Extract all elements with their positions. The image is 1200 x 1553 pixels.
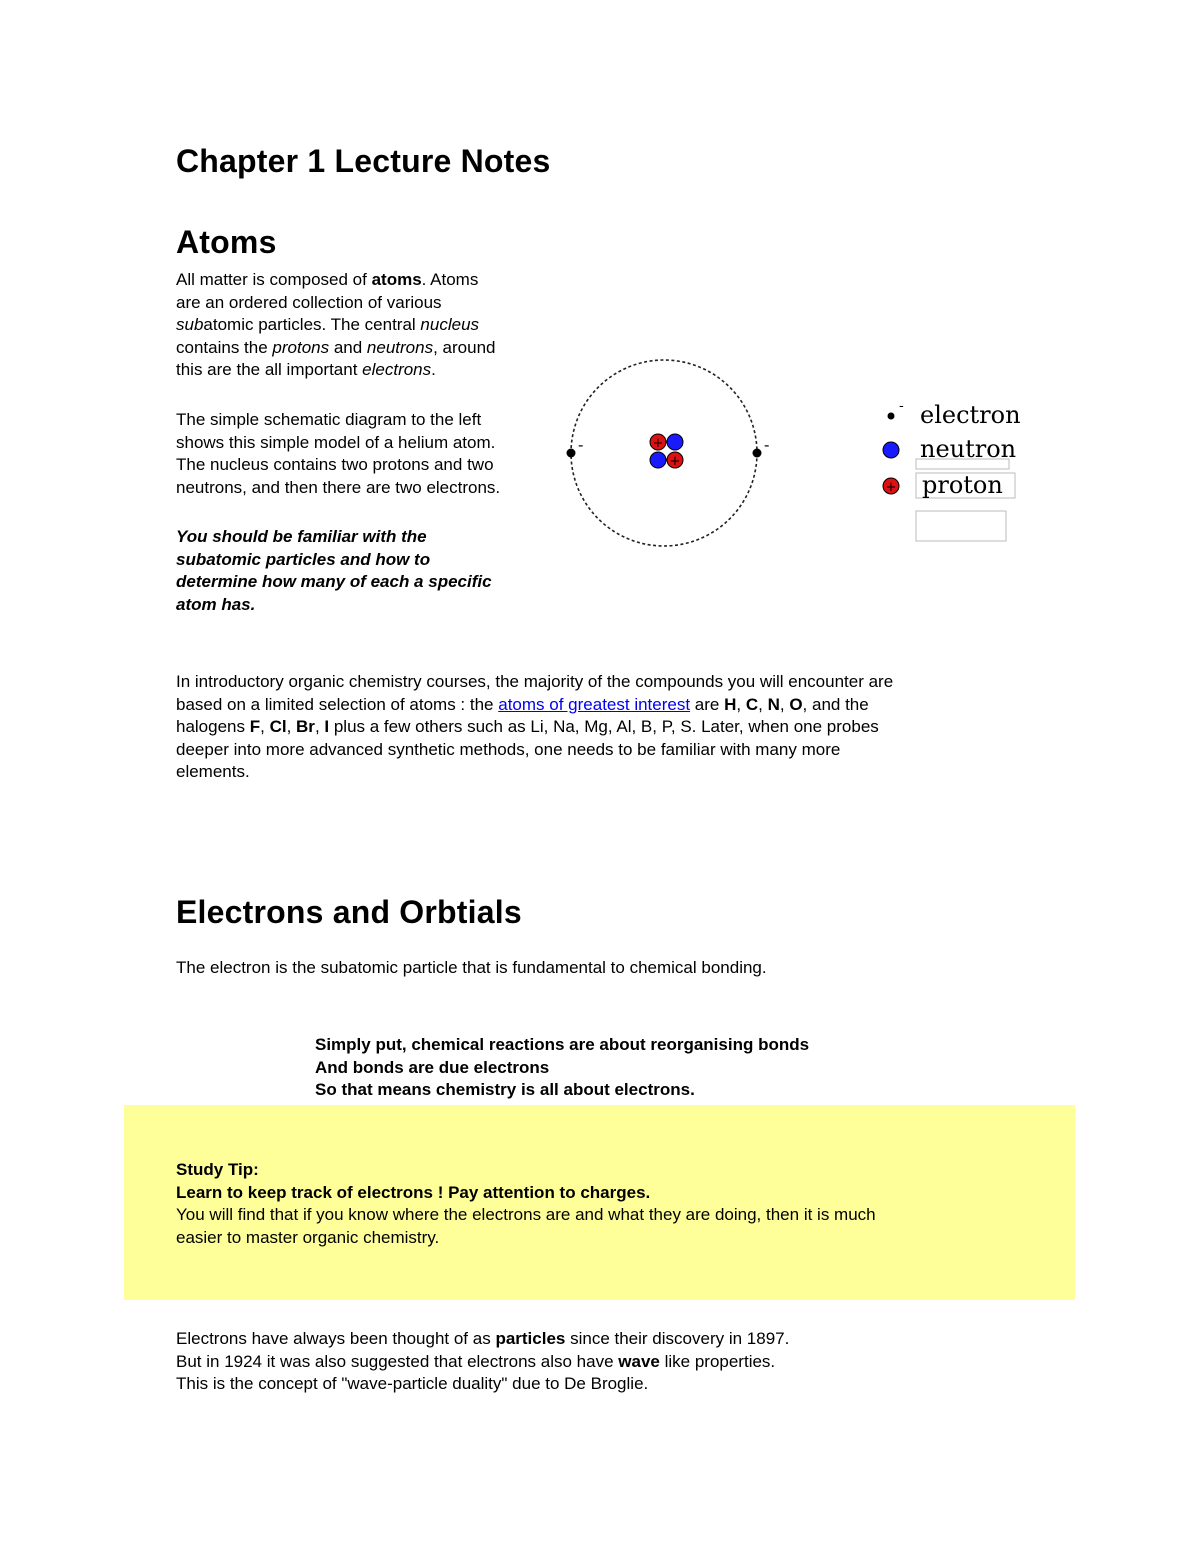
legend-box-3 <box>916 511 1006 541</box>
electrons-key-statement: Simply put, chemical reactions are about reorganising bonds And bonds are due electrons So that means chemistry is all about electrons. <box>315 1035 810 1100</box>
legend-electron-icon <box>888 413 895 420</box>
wave-particle-paragraph: Electrons have always been thought of as particles since their discovery in 1897. But in 1924 it was also suggested that electrons also have wave like properties. This is the concept of "wave-particle duality" due to De Broglie. <box>176 1329 790 1394</box>
study-tip-headline: Learn to keep track of electrons ! Pay attention to charges. <box>176 1182 651 1202</box>
electron-left <box>567 449 576 458</box>
study-tip-text: Study Tip: Learn to keep track of electrons ! Pay attention to charges. You will find that if you know where the electrons are and what they are doing, then it is much easier to master organic chemistry. <box>176 1160 876 1247</box>
atoms-paragraph-diagram: The simple schematic diagram to the left shows this simple model of a helium atom. The nucleus contains two protons and two neutrons, and then there are two electrons. <box>176 410 501 497</box>
electron-orbit <box>571 360 757 546</box>
legend-neutron-label: neutron <box>920 435 1017 463</box>
atoms-paragraph-intro: All matter is composed of atoms. Atoms are an ordered collection of various subatomic particles. The central nucleus contains the protons and neutrons, around this are the all important electrons. <box>176 270 496 380</box>
electron-right <box>753 449 762 458</box>
legend-electron-charge: - <box>899 398 904 414</box>
legend-electron-label: electron <box>920 401 1021 429</box>
proton-1-sign: + <box>652 436 664 451</box>
legend-proton-sign: + <box>885 480 897 495</box>
legend-proton-label: proton <box>922 471 1003 499</box>
study-tip-label: Study Tip: <box>176 1160 259 1179</box>
electron-right-charge: - <box>764 435 770 454</box>
nucleus <box>650 434 683 469</box>
helium-atom-diagram <box>550 350 800 560</box>
electron-left-charge: - <box>578 435 584 454</box>
proton-2-sign: + <box>669 454 681 469</box>
atoms-heading: Atoms <box>176 224 277 260</box>
atoms-paragraph-elements: In introductory organic chemistry courses, the majority of the compounds you will encounter are based on a limited selection of atoms : the atoms of greatest interest are H, C, N, O, and the halogens F, Cl, Br, I plus a few others such as Li, Na, Mg, Al, B, P, S. Later, when one probes deeper into more advanced synthetic methods, one needs to be familiar with many more elements. <box>176 672 894 782</box>
atoms-study-note: You should be familiar with the subatomic particles and how to determine how many of each a specific atom has. <box>176 527 492 614</box>
legend-neutron-icon <box>883 442 899 458</box>
neutron-2 <box>650 452 666 468</box>
neutron-1 <box>667 434 683 450</box>
page-title: Chapter 1 Lecture Notes <box>176 143 551 179</box>
atoms-of-greatest-interest-link[interactable]: atoms of greatest interest <box>498 694 691 714</box>
particle-legend <box>875 395 1025 545</box>
electrons-heading: Electrons and Orbtials <box>176 894 522 930</box>
electrons-intro: The electron is the subatomic particle that is fundamental to chemical bonding. <box>176 958 767 977</box>
